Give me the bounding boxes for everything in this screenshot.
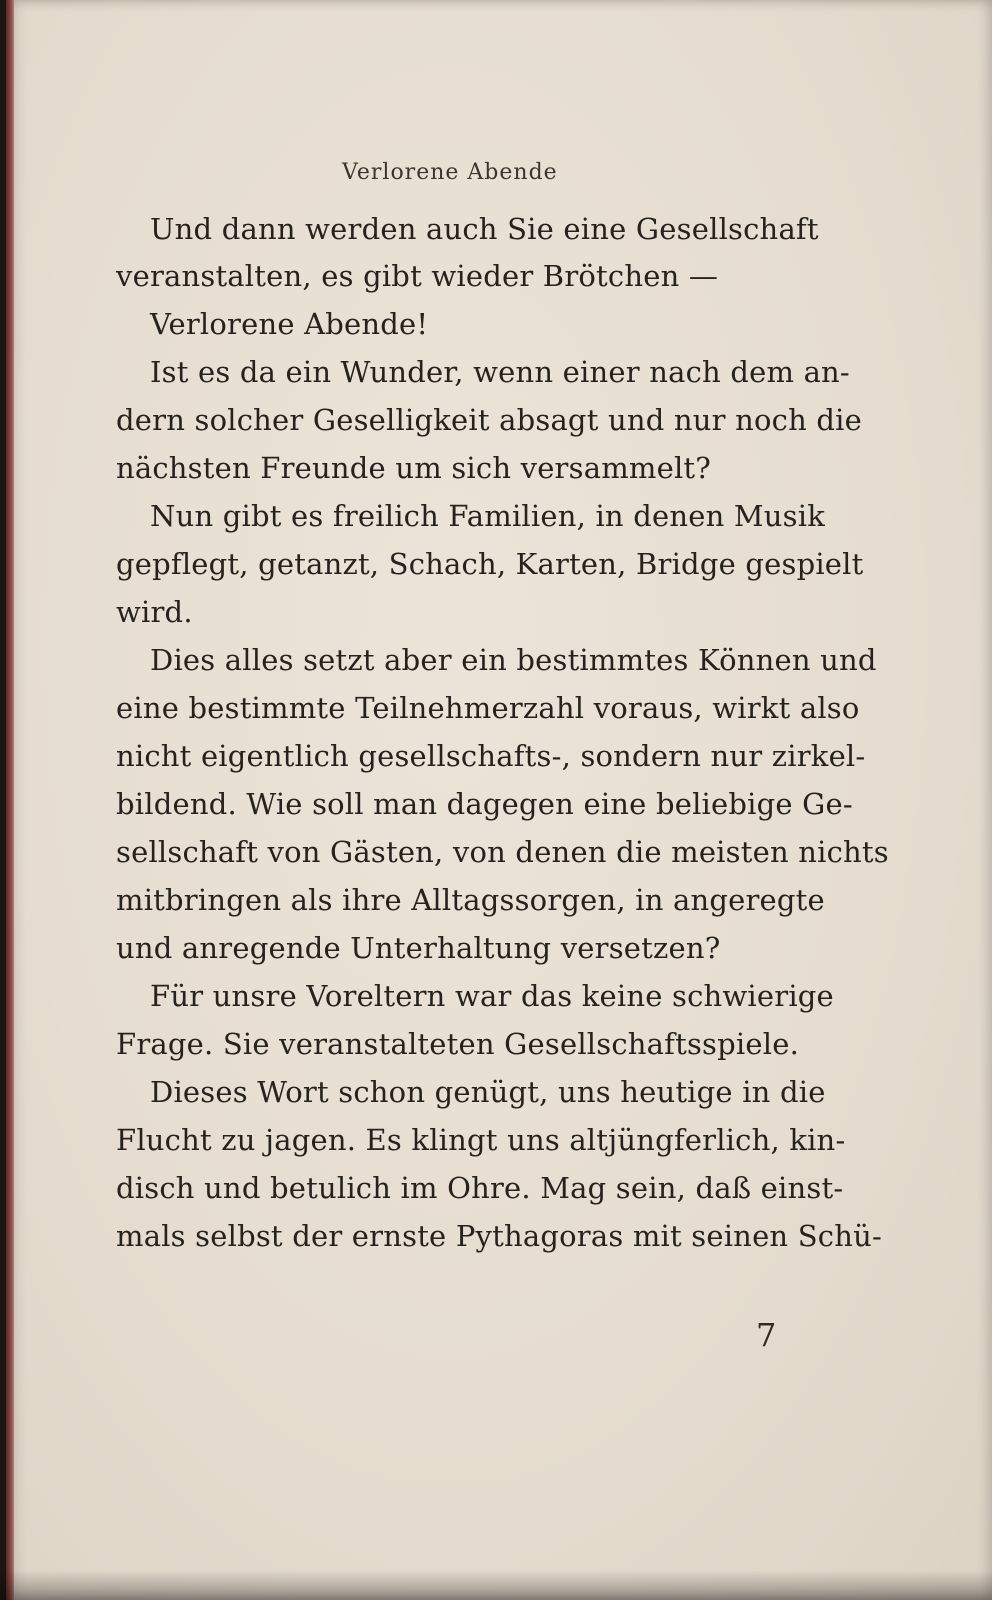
text-line: Nun gibt es freilich Familien, in denen Musik: [150, 499, 825, 533]
page-bottom-shadow: [0, 1570, 992, 1600]
text-line: bildend. Wie soll man dagegen eine beliebige Ge-: [116, 787, 853, 821]
text-line: gepflegt, getanzt, Schach, Karten, Bridge gespielt: [116, 547, 864, 581]
text-line: mitbringen als ihre Alltagssorgen, in angeregte: [116, 883, 825, 917]
text-line: Ist es da ein Wunder, wenn einer nach dem an-: [150, 355, 850, 389]
text-line: Dieses Wort schon genügt, uns heutige in die: [150, 1075, 826, 1109]
book-spine-edge: [6, 0, 14, 1600]
text-line: nächsten Freunde um sich versammelt?: [116, 451, 712, 485]
text-line: mals selbst der ernste Pythagoras mit seinen Schü-: [116, 1219, 882, 1253]
text-line: nicht eigentlich gesellschafts-, sondern nur zirkel-: [116, 739, 866, 773]
text-line: Verlorene Abende!: [150, 307, 429, 341]
text-line: wird.: [116, 595, 193, 629]
book-page: [6, 0, 992, 1600]
text-line: sellschaft von Gästen, von denen die meisten nichts: [116, 835, 889, 869]
text-line: Frage. Sie veranstalteten Gesellschaftsspiele.: [116, 1027, 799, 1061]
text-line: dern solcher Geselligkeit absagt und nur noch die: [116, 403, 863, 437]
text-line: und anregende Unterhaltung versetzen?: [116, 931, 721, 965]
text-line: veranstalten, es gibt wieder Brötchen —: [116, 259, 719, 293]
text-line: Und dann werden auch Sie eine Gesellschaft: [150, 212, 819, 246]
text-line: Für unsre Voreltern war das keine schwierige: [150, 979, 834, 1013]
text-line: disch und betulich im Ohre. Mag sein, daß einst-: [116, 1171, 844, 1205]
text-line: eine bestimmte Teilnehmerzahl voraus, wirkt also: [116, 691, 860, 725]
text-line: Dies alles setzt aber ein bestimmtes Können und: [150, 643, 877, 677]
running-head: Verlorene Abende: [342, 160, 558, 185]
text-line: Flucht zu jagen. Es klingt uns altjüngferlich, kin-: [116, 1123, 846, 1157]
page-number: 7: [756, 1316, 777, 1354]
